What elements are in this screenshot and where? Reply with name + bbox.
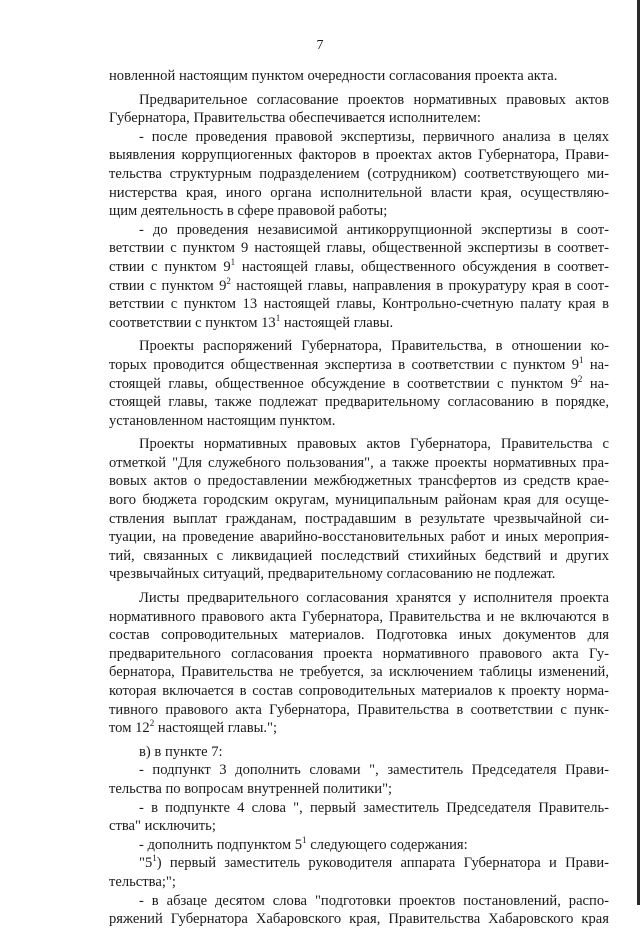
text-line: ряжений Губернатора Хабаровского края, Правительства Хабаровского края — [109, 911, 609, 928]
text-line: новленной настоящим пунктом очередности согласования проекта акта. — [109, 68, 558, 84]
text-line: тельства структурным подразделением (сотрудником) соответствующего ми- — [109, 165, 609, 182]
text-line: установленном настоящим пунктом. — [109, 412, 336, 429]
text-line: - до проведения независимой антикоррупционной экспертизы в соот- — [139, 221, 609, 238]
text-line: которая включается в состав сопроводительных материалов к проекту норма- — [109, 683, 609, 699]
document-body — [109, 67, 609, 929]
text-line: ства" исключить; — [109, 818, 216, 835]
text-line: "$5^1$) первый заместитель руководителя аппарата Губернатора и Прави- — [139, 853, 609, 872]
page-number: 7 — [316, 38, 324, 53]
text-line: том $12^2$ настоящей главы."; — [109, 718, 278, 737]
text-line: ствии с пунктом $9^2$ настоящей главы, направления в прокуратуру края в соот- — [109, 275, 609, 294]
text-line: соответствии с пунктом $13^1$ настоящей главы. — [109, 312, 394, 331]
text-line: нистерства края, иного органа исполнительной власти края, осуществляю- — [109, 184, 609, 201]
text-line: вого бюджета городским округам, муниципальным районам края для осуще- — [109, 492, 609, 509]
text-line: состав сопроводительных материалов. Подготовка иных документов для — [109, 627, 609, 644]
text-line: чрезвычайных ситуаций, предварительному согласованию не подлежат. — [109, 566, 556, 583]
text-line: вовых актов о предоставлении межбюджетных трансфертов из средств крае- — [109, 473, 609, 490]
text-line: предварительного согласования проекта нормативного правового акта Гу- — [109, 645, 609, 662]
text-line: отметкой "Для служебного пользования", а также проекты нормативных пра- — [109, 454, 609, 471]
text-line: стоящей главы, также подлежат предварительному согласованию в порядке, — [109, 394, 609, 411]
text-line: тий, связанных с ликвидацией последствий стихийных бедствий и других — [109, 547, 609, 564]
text-line: Листы предварительного согласования хранятся у исполнителя проекта — [139, 590, 609, 607]
text-line: Губернатора, Правительства обеспечивается исполнителем: — [109, 110, 481, 127]
text-line: Предварительное согласование проектов нормативных правовых актов — [139, 91, 609, 108]
text-line: Проекты распоряжений Губернатора, Правительства, в отношении ко- — [139, 338, 609, 355]
text-line: - дополнить подпунктом $5^1$ следующего содержания: — [139, 834, 468, 853]
text-line: - подпункт 3 дополнить словами ", заместитель Председателя Прави- — [139, 762, 609, 779]
text-line: - после проведения правовой экспертизы, первичного анализа в целях — [139, 128, 609, 145]
text-line: тивного правового акта Губернатора, Правительства в соответствии с пунк- — [109, 701, 609, 718]
text-line: ветствии с пунктом 13 настоящей главы, Контрольно-счетную палату края в — [109, 296, 609, 313]
text-line: ствления выплат гражданам, пострадавшим в результате чрезвычайной си- — [109, 510, 609, 527]
text-line: - в абзаце десятом слова "подготовки проектов постановлений, распо- — [139, 892, 609, 909]
text-line: выявления коррупциогенных факторов в проектах актов Губернатора, Прави- — [109, 147, 609, 164]
text-line: щим деятельность в сфере правовой работы; — [109, 203, 388, 220]
text-line: торых проводится общественная экспертиза в соответствии с пунктом $9^1$ на- — [109, 355, 609, 373]
text-line: ствии с пунктом $9^1$ настоящей главы, общественного обсуждения в соответ- — [109, 257, 609, 275]
text-line: стоящей главы, общественное обсуждение в соответствии с пунктом $9^2$ на- — [109, 373, 609, 392]
text-line: - в подпункте 4 слова ", первый заместитель Председателя Правитель- — [139, 799, 609, 816]
text-line: в) в пункте 7: — [139, 743, 223, 760]
text-line: бернатора, Правительства не требуется, за исключением таблицы изменений, — [109, 664, 609, 681]
text-line: нормативного правового акта Губернатора, Правительства и не включаются в — [109, 608, 609, 625]
text-line: ветствии с пунктом 9 настоящей главы, общественной экспертизы в соответ- — [109, 240, 609, 257]
text-line: туации, на проведение аварийно-восстановительных работ и иных мероприя- — [109, 529, 609, 546]
text-line: тельства;"; — [109, 873, 176, 890]
text-line: Проекты нормативных правовых актов Губернатора, Правительства с — [139, 436, 609, 453]
text-line: тельства по вопросам внутренней политики"; — [109, 780, 393, 797]
